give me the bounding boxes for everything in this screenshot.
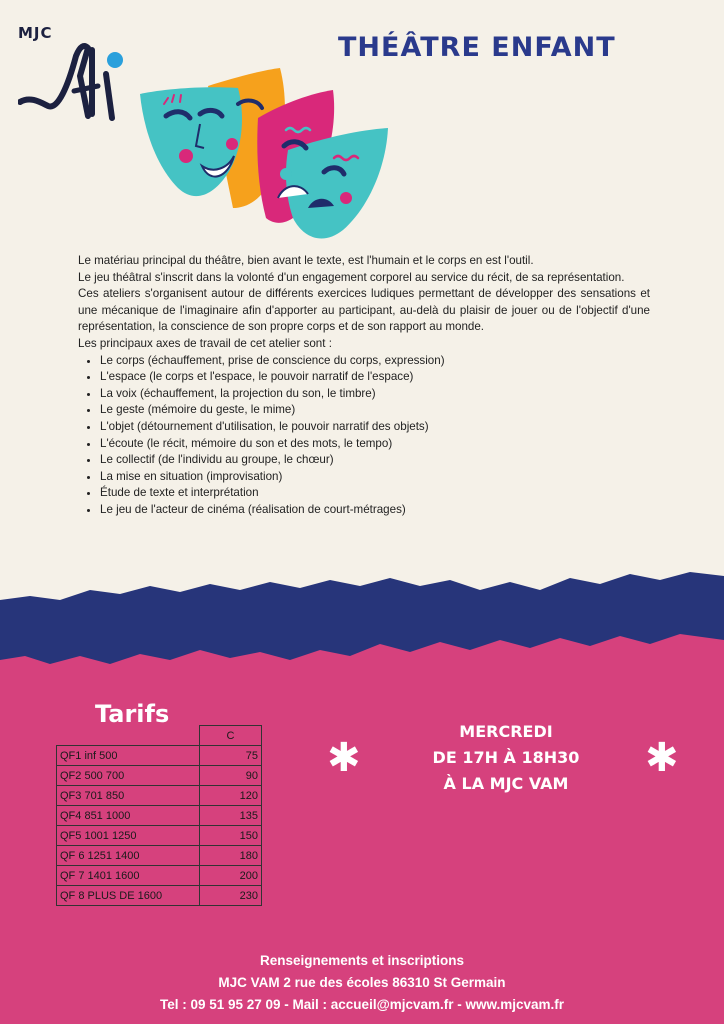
axes-list	[78, 353, 650, 519]
table-cell-value: 90	[200, 766, 262, 786]
description-block	[78, 253, 650, 519]
table-cell-value: 150	[200, 826, 262, 846]
tarif-table	[56, 725, 262, 906]
mjc-vam-logo	[18, 24, 138, 124]
axes-intro: Les principaux axes de travail de cet atelier sont :	[78, 336, 332, 350]
table-row	[57, 846, 262, 866]
table-cell-label: QF4 851 1000	[57, 806, 200, 826]
schedule-block	[416, 719, 596, 797]
table-cell-label: QF2 500 700	[57, 766, 200, 786]
intro-paragraph: Le jeu théâtral s'inscrit dans la volonté d'un engagement corporel au service du récit, de sa représentation.	[78, 270, 625, 284]
asterisk-star-icon: ✱	[645, 735, 679, 781]
footer-heading: Renseignements et inscriptions	[259, 953, 465, 968]
table-cell-label: QF5 1001 1250	[57, 826, 200, 846]
theater-masks-icon	[138, 58, 400, 248]
table-cell-value: 200	[200, 866, 262, 886]
table-row	[57, 786, 262, 806]
table-cell-value: 75	[200, 746, 262, 766]
table-cell-label: QF 8 PLUS DE 1600	[57, 886, 200, 906]
table-row	[57, 766, 262, 786]
footer-address: MJC VAM 2 rue des écoles 86310 St Germain	[218, 975, 506, 990]
list-item: • L'espace (le corps et l'espace, le pouvoir narratif de l'espace)	[100, 369, 650, 386]
vam-logo-mark-icon	[18, 36, 133, 126]
table-header-empty	[57, 726, 200, 746]
list-item: • Le jeu de l'acteur de cinéma (réalisation de court-métrages)	[100, 502, 650, 519]
asterisk-star-icon: ✱	[327, 735, 361, 781]
table-row	[57, 886, 262, 906]
table-cell-label: QF3 701 850	[57, 786, 200, 806]
schedule-place: À LA MJC VAM	[443, 774, 569, 793]
table-row	[57, 746, 262, 766]
list-item: • L'écoute (le récit, mémoire du son et des mots, le tempo)	[100, 436, 650, 453]
table-cell-value: 180	[200, 846, 262, 866]
table-cell-value: 230	[200, 886, 262, 906]
list-item: • Étude de texte et interprétation	[100, 485, 650, 502]
footer-contact-line: Tel : 09 51 95 27 09 - Mail : accueil@mjcvam.fr - www.mjcvam.fr	[159, 997, 565, 1012]
table-cell-value: 135	[200, 806, 262, 826]
list-item: • Le geste (mémoire du geste, le mime)	[100, 402, 650, 419]
table-header-row	[57, 726, 262, 746]
footer-contact	[0, 950, 724, 1016]
schedule-day: MERCREDI	[459, 722, 553, 741]
table-cell-label: QF 6 1251 1400	[57, 846, 200, 866]
table-row	[57, 806, 262, 826]
table-cell-value: 120	[200, 786, 262, 806]
schedule-time: DE 17H À 18H30	[432, 748, 580, 767]
list-item: • Le collectif (de l'individu au groupe, le chœur)	[100, 452, 650, 469]
list-item: • Le corps (échauffement, prise de conscience du corps, expression)	[100, 353, 650, 370]
logo-text: MJC	[18, 24, 53, 42]
list-item: • La mise en situation (improvisation)	[100, 469, 650, 486]
table-header-cell: C	[200, 726, 262, 746]
table-cell-label: QF1 inf 500	[57, 746, 200, 766]
list-item: • La voix (échauffement, la projection du son, le timbre)	[100, 386, 650, 403]
list-item: • L'objet (détournement d'utilisation, le pouvoir narratif des objets)	[100, 419, 650, 436]
tarifs-title: Tarifs	[95, 700, 170, 728]
table-cell-label: QF 7 1401 1600	[57, 866, 200, 886]
intro-paragraph: Le matériau principal du théâtre, bien avant le texte, est l'humain et le corps en est l'outil.	[78, 254, 534, 267]
intro-paragraph: Ces ateliers s'organisent autour de différents exercices ludiques permettant de développer des sensations et une mécanique de l'imaginaire afin d'apporter au participant, au-delà du plaisir de jouer ou de l'objectif d'une représentation, la conscience de son propre corps et de son rapport au monde.	[78, 287, 650, 334]
table-row	[57, 866, 262, 886]
table-row	[57, 826, 262, 846]
page-title: THÉÂTRE ENFANT	[338, 32, 616, 63]
